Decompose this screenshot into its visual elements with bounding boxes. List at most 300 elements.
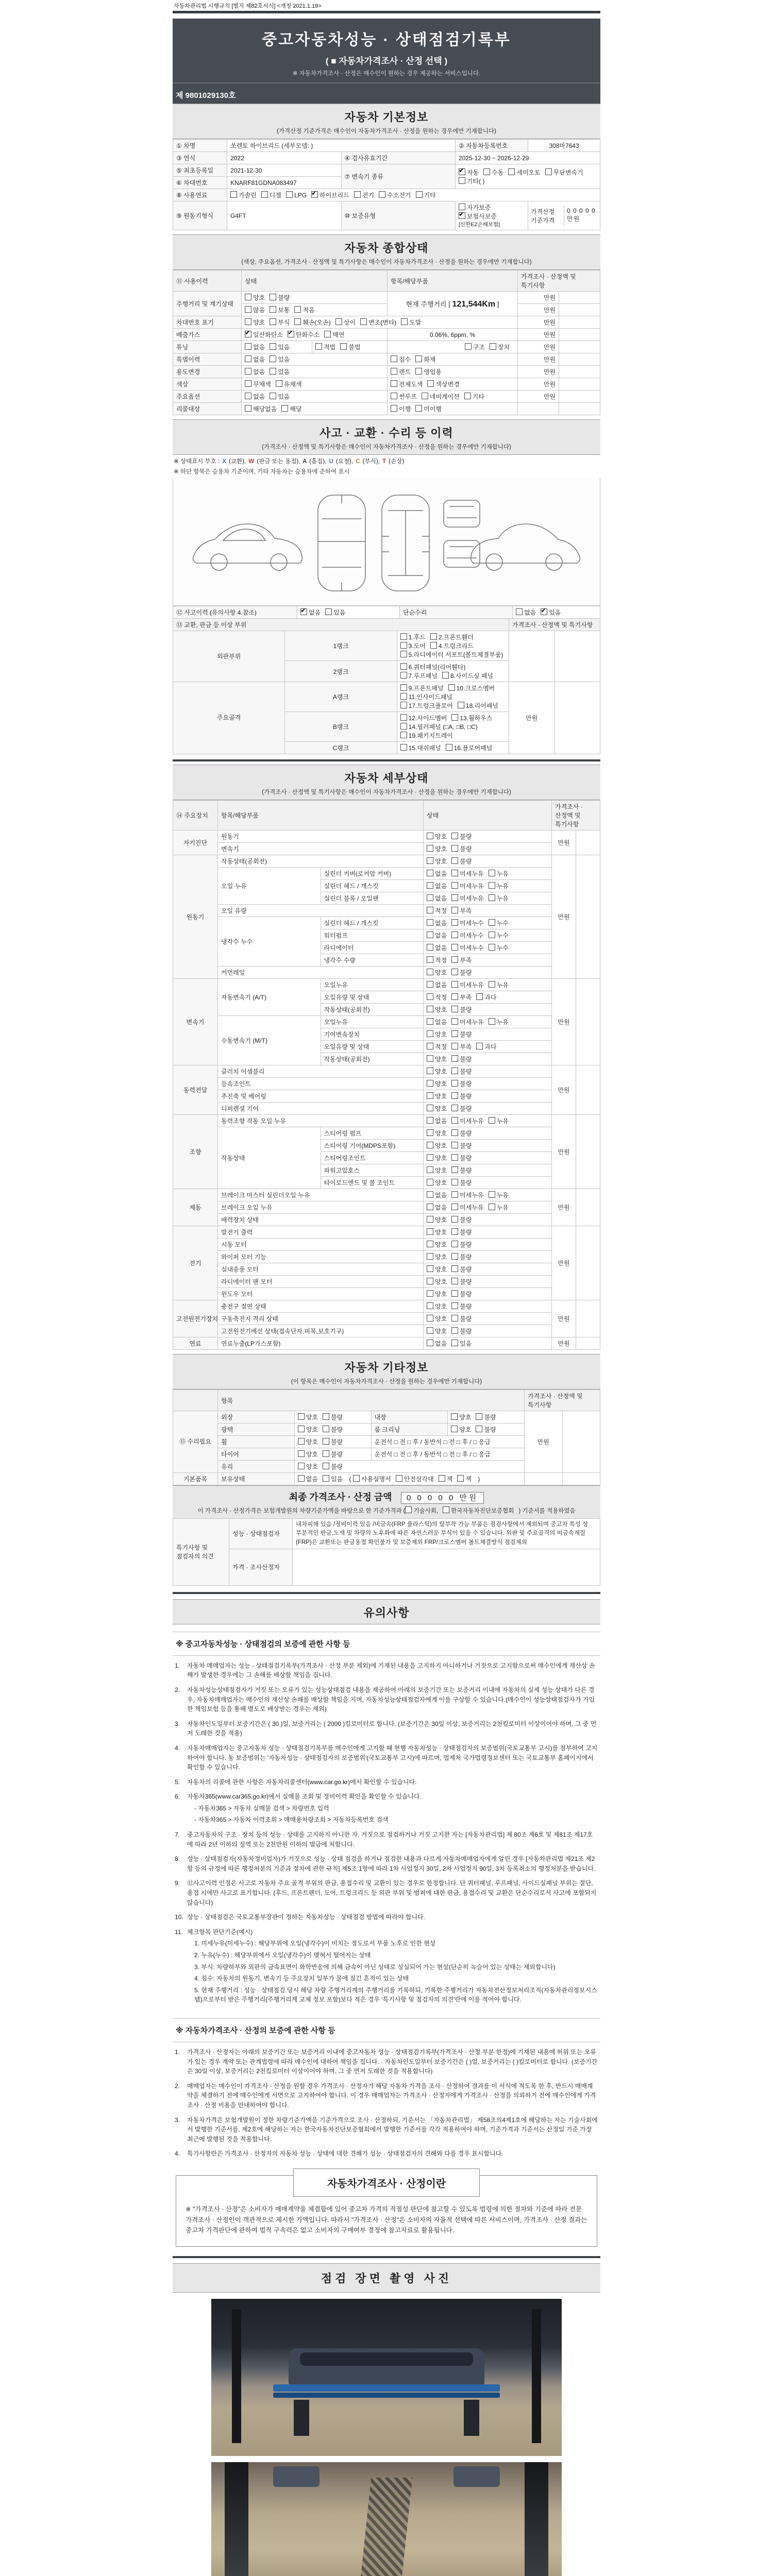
checkbox[interactable]: [323, 1426, 329, 1432]
option-해당없음[interactable]: 해당없음: [245, 404, 277, 413]
checkbox[interactable]: [245, 405, 251, 412]
checkbox[interactable]: [516, 608, 523, 615]
checkbox[interactable]: [270, 355, 276, 362]
option-렌트[interactable]: 렌트: [391, 367, 411, 376]
checkbox[interactable]: [427, 1340, 433, 1346]
option-불량[interactable]: 불량: [270, 293, 290, 302]
checkbox[interactable]: [379, 191, 385, 198]
option-불량[interactable]: 불량: [451, 832, 472, 841]
option-있음[interactable]: ✔ 있음: [541, 608, 561, 617]
checkbox[interactable]: [451, 1265, 458, 1272]
option-17.트렁크플로어[interactable]: 17.트렁크플로어: [400, 701, 453, 710]
checkbox[interactable]: [415, 405, 422, 412]
option-양호[interactable]: 양호: [427, 1055, 447, 1063]
option-해당[interactable]: 해당: [281, 404, 301, 413]
checked-checkbox[interactable]: [459, 212, 465, 219]
option-누수[interactable]: 누수: [489, 919, 509, 927]
checkbox[interactable]: [405, 1506, 412, 1513]
option-누유[interactable]: 누유: [489, 1191, 509, 1199]
checkbox[interactable]: [451, 1413, 458, 1420]
option-부족[interactable]: 부족: [451, 906, 472, 915]
checkbox[interactable]: [270, 368, 276, 375]
checkbox[interactable]: [323, 1450, 329, 1457]
checkbox[interactable]: [427, 1055, 433, 1062]
checkbox[interactable]: [489, 1018, 495, 1025]
checkbox[interactable]: [281, 405, 288, 412]
checkbox[interactable]: [323, 1463, 329, 1469]
checkbox[interactable]: [245, 393, 251, 399]
option-불량[interactable]: 불량: [451, 1290, 472, 1298]
checkbox[interactable]: [245, 294, 251, 300]
checkbox[interactable]: [427, 1006, 433, 1012]
checkbox[interactable]: [451, 714, 458, 721]
checkbox[interactable]: [451, 1204, 458, 1210]
checkbox[interactable]: [451, 870, 458, 876]
option-수소전기[interactable]: 수소전기: [379, 191, 411, 199]
checkbox[interactable]: [442, 672, 449, 679]
checkbox[interactable]: [451, 1426, 458, 1432]
option-8.사이드실 패널[interactable]: 8.사이드실 패널: [442, 671, 493, 680]
option-16.플로어패널[interactable]: 16.플로어패널: [446, 743, 493, 752]
checkbox[interactable]: [245, 343, 251, 350]
option-불량[interactable]: 불량: [451, 1079, 472, 1088]
option-있음[interactable]: 있음: [325, 608, 345, 617]
option-보험사보증[interactable]: ✔보험사보증: [459, 212, 497, 221]
option-양호[interactable]: 양호: [427, 1005, 447, 1014]
option-미세누수[interactable]: 미세누수: [451, 919, 483, 927]
option-미세누유[interactable]: 미세누유: [451, 1203, 483, 1212]
checkbox[interactable]: [443, 1506, 449, 1513]
checkbox[interactable]: [451, 969, 458, 975]
option-훼손(오손)[interactable]: 훼손(오손): [294, 318, 330, 327]
checkbox[interactable]: [400, 633, 407, 640]
option-누유[interactable]: 누유: [489, 869, 509, 878]
option-없음[interactable]: 없음: [427, 882, 447, 890]
option-일산화탄소[interactable]: ✔ 일산화탄소: [245, 330, 283, 339]
checkbox[interactable]: [315, 343, 322, 350]
option-한국자동차진단보증협회[interactable]: 한국자동차진단보증협회: [443, 1506, 514, 1515]
checkbox[interactable]: [427, 1290, 433, 1297]
checkbox[interactable]: [451, 1092, 458, 1099]
option-13.휠하우스[interactable]: 13.휠하우스: [451, 714, 492, 722]
checkbox[interactable]: [427, 1030, 433, 1037]
option-없음[interactable]: 없음: [427, 1018, 447, 1026]
checkbox[interactable]: [427, 1018, 433, 1025]
option-없음[interactable]: 없음: [245, 343, 265, 351]
checkbox[interactable]: [245, 306, 251, 313]
option-없음[interactable]: 없음: [245, 392, 265, 401]
checked-checkbox[interactable]: [300, 608, 307, 615]
option-있음[interactable]: 있음: [270, 392, 290, 401]
option-불량[interactable]: 불량: [323, 1425, 343, 1434]
option-미세누유[interactable]: 미세누유: [451, 1018, 483, 1026]
checkbox[interactable]: [427, 1179, 433, 1185]
checkbox[interactable]: [545, 168, 552, 175]
option-잭[interactable]: 잭: [457, 1475, 472, 1483]
option-유채색[interactable]: 유채색: [276, 380, 302, 388]
checkbox[interactable]: [427, 870, 433, 876]
checkbox[interactable]: [489, 944, 495, 951]
option-양호[interactable]: 양호: [427, 1104, 447, 1113]
option-불량[interactable]: 불량: [476, 1425, 496, 1434]
option-불법[interactable]: 불법: [340, 343, 360, 351]
option-잭[interactable]: 잭: [439, 1475, 453, 1483]
option-과다[interactable]: 과다: [476, 1042, 496, 1051]
checkbox[interactable]: [430, 642, 437, 649]
checkbox[interactable]: [245, 368, 251, 375]
checkbox[interactable]: [427, 1080, 433, 1087]
checkbox[interactable]: [427, 1315, 433, 1321]
option-양호[interactable]: 양호: [451, 1425, 471, 1434]
checkbox[interactable]: [430, 633, 437, 640]
option-불량[interactable]: 불량: [451, 1092, 472, 1100]
option-미세누수[interactable]: 미세누수: [451, 943, 483, 952]
checkbox[interactable]: [340, 343, 347, 350]
checkbox[interactable]: [451, 1080, 458, 1087]
option-불량[interactable]: 불량: [451, 1104, 472, 1113]
checkbox[interactable]: [476, 1043, 483, 1049]
checkbox[interactable]: [451, 1055, 458, 1062]
checkbox[interactable]: [323, 1413, 329, 1420]
option-1.후드[interactable]: 1.후드: [400, 633, 426, 641]
checkbox[interactable]: [451, 944, 458, 951]
checkbox[interactable]: [286, 191, 293, 198]
checkbox[interactable]: [298, 1426, 305, 1432]
checkbox[interactable]: [439, 1475, 445, 1482]
checkbox[interactable]: [451, 931, 458, 938]
checkbox[interactable]: [451, 1142, 458, 1148]
option-불량[interactable]: 불량: [451, 1067, 472, 1076]
option-양호[interactable]: 양호: [427, 1327, 447, 1335]
checkbox[interactable]: [451, 1154, 458, 1161]
checkbox[interactable]: [427, 1043, 433, 1049]
option-보통[interactable]: 보통: [270, 306, 290, 314]
option-있음[interactable]: 있음: [270, 343, 290, 351]
option-무단변속기[interactable]: 무단변속기: [545, 168, 583, 177]
checkbox[interactable]: [476, 1426, 482, 1432]
option-2.프론트휀더[interactable]: 2.프론트휀더: [430, 633, 474, 641]
checkbox[interactable]: [451, 1290, 458, 1297]
option-양호[interactable]: 양호: [427, 1228, 447, 1236]
checkbox[interactable]: [270, 306, 276, 313]
option-누수[interactable]: 누수: [489, 943, 509, 952]
option-9.프론트패널[interactable]: 9.프론트패널: [400, 684, 444, 692]
checkbox[interactable]: [335, 318, 342, 325]
option-없음[interactable]: 없음: [427, 869, 447, 878]
checkbox[interactable]: [298, 1413, 305, 1420]
option-하이브리드[interactable]: ✔ 하이브리드: [311, 191, 349, 199]
checkbox[interactable]: [400, 723, 407, 730]
checkbox[interactable]: [489, 1117, 495, 1124]
option-불량[interactable]: 불량: [451, 1178, 472, 1187]
option-미이행[interactable]: 미이행: [415, 404, 442, 413]
checkbox[interactable]: [427, 845, 433, 852]
option-4.트렁크리드[interactable]: 4.트렁크리드: [430, 641, 474, 650]
checkbox[interactable]: [451, 1302, 458, 1309]
option-양호[interactable]: 양호: [451, 1413, 471, 1421]
option-없음[interactable]: 없음: [427, 1191, 447, 1199]
checkbox[interactable]: [489, 1191, 495, 1198]
option-10.크로스멤버[interactable]: 10.크로스멤버: [448, 684, 495, 692]
option-양호[interactable]: 양호: [427, 832, 447, 841]
checkbox[interactable]: [427, 1204, 433, 1210]
checkbox[interactable]: [245, 318, 251, 325]
option-없음[interactable]: 없음: [427, 1203, 447, 1212]
checkbox[interactable]: [457, 1475, 464, 1482]
checkbox[interactable]: [400, 651, 407, 657]
checkbox[interactable]: [427, 1265, 433, 1272]
checkbox[interactable]: [427, 1067, 433, 1074]
checkbox[interactable]: [448, 684, 455, 691]
checked-checkbox[interactable]: [288, 331, 294, 337]
option-미세누유[interactable]: 미세누유: [451, 869, 483, 878]
checkbox[interactable]: [422, 393, 428, 399]
option-양호[interactable]: 양호: [245, 293, 265, 302]
option-불량[interactable]: 불량: [451, 1030, 472, 1039]
checkbox[interactable]: [489, 919, 495, 926]
option-구조[interactable]: 구조: [465, 343, 485, 351]
option-11.인사이드패널[interactable]: 11.인사이드패널: [400, 692, 452, 701]
option-양호[interactable]: 양호: [298, 1462, 318, 1471]
checkbox[interactable]: [451, 1315, 458, 1321]
option-양호[interactable]: 양호: [427, 1240, 447, 1249]
checkbox[interactable]: [489, 882, 495, 889]
option-안전삼각대[interactable]: 안전삼각대: [396, 1475, 434, 1483]
checkbox[interactable]: [451, 1129, 458, 1136]
checkbox[interactable]: [489, 1204, 495, 1210]
option-과다[interactable]: 과다: [476, 993, 496, 1002]
option-불량[interactable]: 불량: [451, 1327, 472, 1335]
checked-checkbox[interactable]: [541, 608, 547, 615]
checkbox[interactable]: [451, 1191, 458, 1198]
option-변조(변타)[interactable]: 변조(변타): [360, 318, 396, 327]
checkbox[interactable]: [451, 907, 458, 913]
checkbox[interactable]: [427, 969, 433, 975]
option-누유[interactable]: 누유: [489, 882, 509, 890]
checkbox[interactable]: [353, 1475, 360, 1482]
option-자동[interactable]: ✔자동: [459, 168, 479, 177]
option-불량[interactable]: 불량: [451, 1265, 472, 1274]
option-불량[interactable]: 불량: [451, 1302, 472, 1311]
checkbox[interactable]: [427, 833, 433, 839]
option-불량[interactable]: 불량: [451, 1129, 472, 1138]
option-없음[interactable]: 없음: [516, 608, 536, 617]
checkbox[interactable]: [427, 882, 433, 889]
option-무채색[interactable]: 무채색: [245, 380, 271, 388]
checkbox[interactable]: [459, 204, 465, 210]
checkbox[interactable]: [508, 168, 515, 175]
option-없음[interactable]: 없음: [427, 1116, 447, 1125]
checkbox[interactable]: [451, 1216, 458, 1223]
option-양호[interactable]: 양호: [427, 1265, 447, 1274]
checkbox[interactable]: [427, 993, 433, 1000]
checkbox[interactable]: [451, 1018, 458, 1025]
checkbox[interactable]: [400, 744, 407, 751]
option-탄화수소[interactable]: ✔ 탄화수소: [288, 330, 320, 339]
checkbox[interactable]: [427, 1253, 433, 1260]
checkbox[interactable]: [427, 956, 433, 963]
checkbox[interactable]: [415, 355, 422, 362]
checkbox[interactable]: [451, 1327, 458, 1334]
checkbox[interactable]: [459, 177, 465, 184]
option-전체도색[interactable]: 전체도색: [391, 380, 423, 388]
checkbox[interactable]: [489, 870, 495, 876]
checkbox[interactable]: [451, 919, 458, 926]
option-양호[interactable]: 양호: [427, 1277, 447, 1286]
option-불량[interactable]: 불량: [323, 1450, 343, 1459]
option-불량[interactable]: 불량: [451, 1277, 472, 1286]
option-누유[interactable]: 누유: [489, 1203, 509, 1212]
option-양호[interactable]: 양호: [427, 1166, 447, 1175]
checkbox[interactable]: [489, 981, 495, 988]
option-없음[interactable]: 없음: [427, 1339, 447, 1348]
checkbox[interactable]: [427, 919, 433, 926]
checkbox[interactable]: [323, 1438, 329, 1445]
option-양호[interactable]: 양호: [427, 1178, 447, 1187]
option-양호[interactable]: 양호: [298, 1413, 318, 1421]
option-누유[interactable]: 누유: [489, 1116, 509, 1125]
option-6.쿼터패널(리어휀다)[interactable]: 6.쿼터패널(리어휀다): [400, 663, 466, 671]
option-미세누유[interactable]: 미세누유: [451, 1191, 483, 1199]
checkbox[interactable]: [427, 1117, 433, 1124]
checkbox[interactable]: [324, 331, 331, 337]
option-양호[interactable]: 양호: [427, 1215, 447, 1224]
checkbox[interactable]: [451, 1340, 458, 1346]
option-적정[interactable]: 적정: [427, 956, 447, 964]
option-적음[interactable]: 적음: [294, 306, 314, 314]
checkbox[interactable]: [451, 1241, 458, 1247]
option-많음[interactable]: 많음: [245, 306, 265, 314]
option-5.라디에이터 서포트(볼트체결부품)[interactable]: 5.라디에이터 서포트(볼트체결부품): [400, 650, 503, 659]
option-양호[interactable]: 양호: [427, 968, 447, 977]
option-부족[interactable]: 부족: [451, 993, 472, 1002]
checkbox[interactable]: [323, 1475, 329, 1482]
checkbox[interactable]: [451, 956, 458, 963]
checkbox[interactable]: [451, 1166, 458, 1173]
checkbox[interactable]: [400, 693, 407, 700]
checkbox[interactable]: [427, 1302, 433, 1309]
checkbox[interactable]: [427, 944, 433, 951]
option-기타[interactable]: 기타: [416, 191, 436, 199]
checkbox[interactable]: [427, 1129, 433, 1136]
option-사용설명서[interactable]: 사용설명서: [353, 1475, 391, 1483]
checkbox[interactable]: [245, 355, 251, 362]
option-불량[interactable]: 불량: [451, 857, 472, 866]
option-색상변경[interactable]: 색상변경: [427, 380, 459, 388]
checkbox[interactable]: [451, 894, 458, 901]
option-양호[interactable]: 양호: [427, 844, 447, 853]
option-썬루프[interactable]: 썬루프: [391, 392, 417, 401]
option-7.루프패널[interactable]: 7.루프패널: [400, 671, 438, 680]
option-3.도어[interactable]: 3.도어: [400, 641, 426, 650]
option-상이[interactable]: 상이: [335, 318, 356, 327]
checkbox[interactable]: [270, 393, 276, 399]
option-화재[interactable]: 화재: [415, 355, 435, 364]
option-불량[interactable]: 불량: [451, 1314, 472, 1323]
option-없음[interactable]: 없음: [298, 1475, 318, 1483]
option-미세누유[interactable]: 미세누유: [451, 882, 483, 890]
checkbox[interactable]: [400, 684, 407, 691]
checkbox[interactable]: [451, 833, 458, 839]
option-양호[interactable]: 양호: [427, 1092, 447, 1100]
checkbox[interactable]: [400, 714, 407, 721]
checkbox[interactable]: [476, 1413, 482, 1420]
checkbox[interactable]: [396, 1475, 402, 1482]
option-미세누유[interactable]: 미세누유: [451, 894, 483, 903]
option-양호[interactable]: 양호: [427, 857, 447, 866]
option-디젤[interactable]: 디젤: [261, 191, 281, 199]
option-부족[interactable]: 부족: [451, 956, 472, 964]
option-LPG[interactable]: LPG: [286, 191, 307, 199]
option-불량[interactable]: 불량: [451, 1141, 472, 1150]
checkbox[interactable]: [427, 857, 433, 864]
checkbox[interactable]: [490, 343, 496, 350]
option-불량[interactable]: 불량: [323, 1437, 343, 1446]
option-누유[interactable]: 누유: [489, 894, 509, 903]
option-없음[interactable]: 없음: [427, 919, 447, 927]
option-없음[interactable]: 없음: [427, 980, 447, 989]
option-불량[interactable]: 불량: [323, 1413, 343, 1421]
checkbox[interactable]: [401, 318, 408, 325]
checkbox[interactable]: [427, 1105, 433, 1111]
option-불량[interactable]: 불량: [451, 1055, 472, 1063]
checkbox[interactable]: [325, 608, 332, 615]
option-양호[interactable]: 양호: [427, 1290, 447, 1298]
option-침수[interactable]: 침수: [391, 355, 411, 364]
checkbox[interactable]: [427, 1228, 433, 1235]
checkbox[interactable]: [464, 393, 471, 399]
option-불량[interactable]: 불량: [451, 1166, 472, 1175]
option-불량[interactable]: 불량: [451, 1240, 472, 1249]
option-적정[interactable]: 적정: [427, 1042, 447, 1051]
checkbox[interactable]: [391, 355, 397, 362]
checkbox[interactable]: [298, 1438, 305, 1445]
option-불량[interactable]: 불량: [451, 1154, 472, 1162]
option-기타( )[interactable]: 기타( ): [459, 177, 485, 185]
option-네비게이션[interactable]: 네비게이션: [422, 392, 460, 401]
option-불량[interactable]: 불량: [476, 1413, 496, 1421]
checkbox[interactable]: [276, 380, 282, 387]
checkbox[interactable]: [270, 343, 276, 350]
option-불량[interactable]: 불량: [451, 1215, 472, 1224]
option-미세누수[interactable]: 미세누수: [451, 931, 483, 940]
checkbox[interactable]: [270, 318, 276, 325]
option-기타[interactable]: 기타: [464, 392, 484, 401]
checkbox[interactable]: [270, 294, 276, 300]
option-있음[interactable]: 있음: [270, 355, 290, 364]
checkbox[interactable]: [451, 1179, 458, 1185]
checkbox[interactable]: [427, 1327, 433, 1334]
option-수동[interactable]: 수동: [483, 168, 503, 177]
option-양호[interactable]: 양호: [427, 1141, 447, 1150]
option-적정[interactable]: 적정: [427, 906, 447, 915]
option-없음[interactable]: 없음: [245, 355, 265, 364]
checkbox[interactable]: [451, 1278, 458, 1284]
option-누수[interactable]: 누수: [489, 931, 509, 940]
checkbox[interactable]: [451, 1043, 458, 1049]
option-누유[interactable]: 누유: [489, 980, 509, 989]
checkbox[interactable]: [400, 663, 407, 670]
option-전기[interactable]: 전기: [354, 191, 374, 199]
checkbox[interactable]: [427, 1191, 433, 1198]
checkbox[interactable]: [427, 981, 433, 988]
option-양호[interactable]: 양호: [427, 1030, 447, 1039]
checkbox[interactable]: [230, 191, 237, 198]
checkbox[interactable]: [427, 1154, 433, 1161]
option-18.리어패널[interactable]: 18.리어패널: [458, 701, 498, 710]
checkbox[interactable]: [451, 1105, 458, 1111]
checkbox[interactable]: [483, 168, 490, 175]
